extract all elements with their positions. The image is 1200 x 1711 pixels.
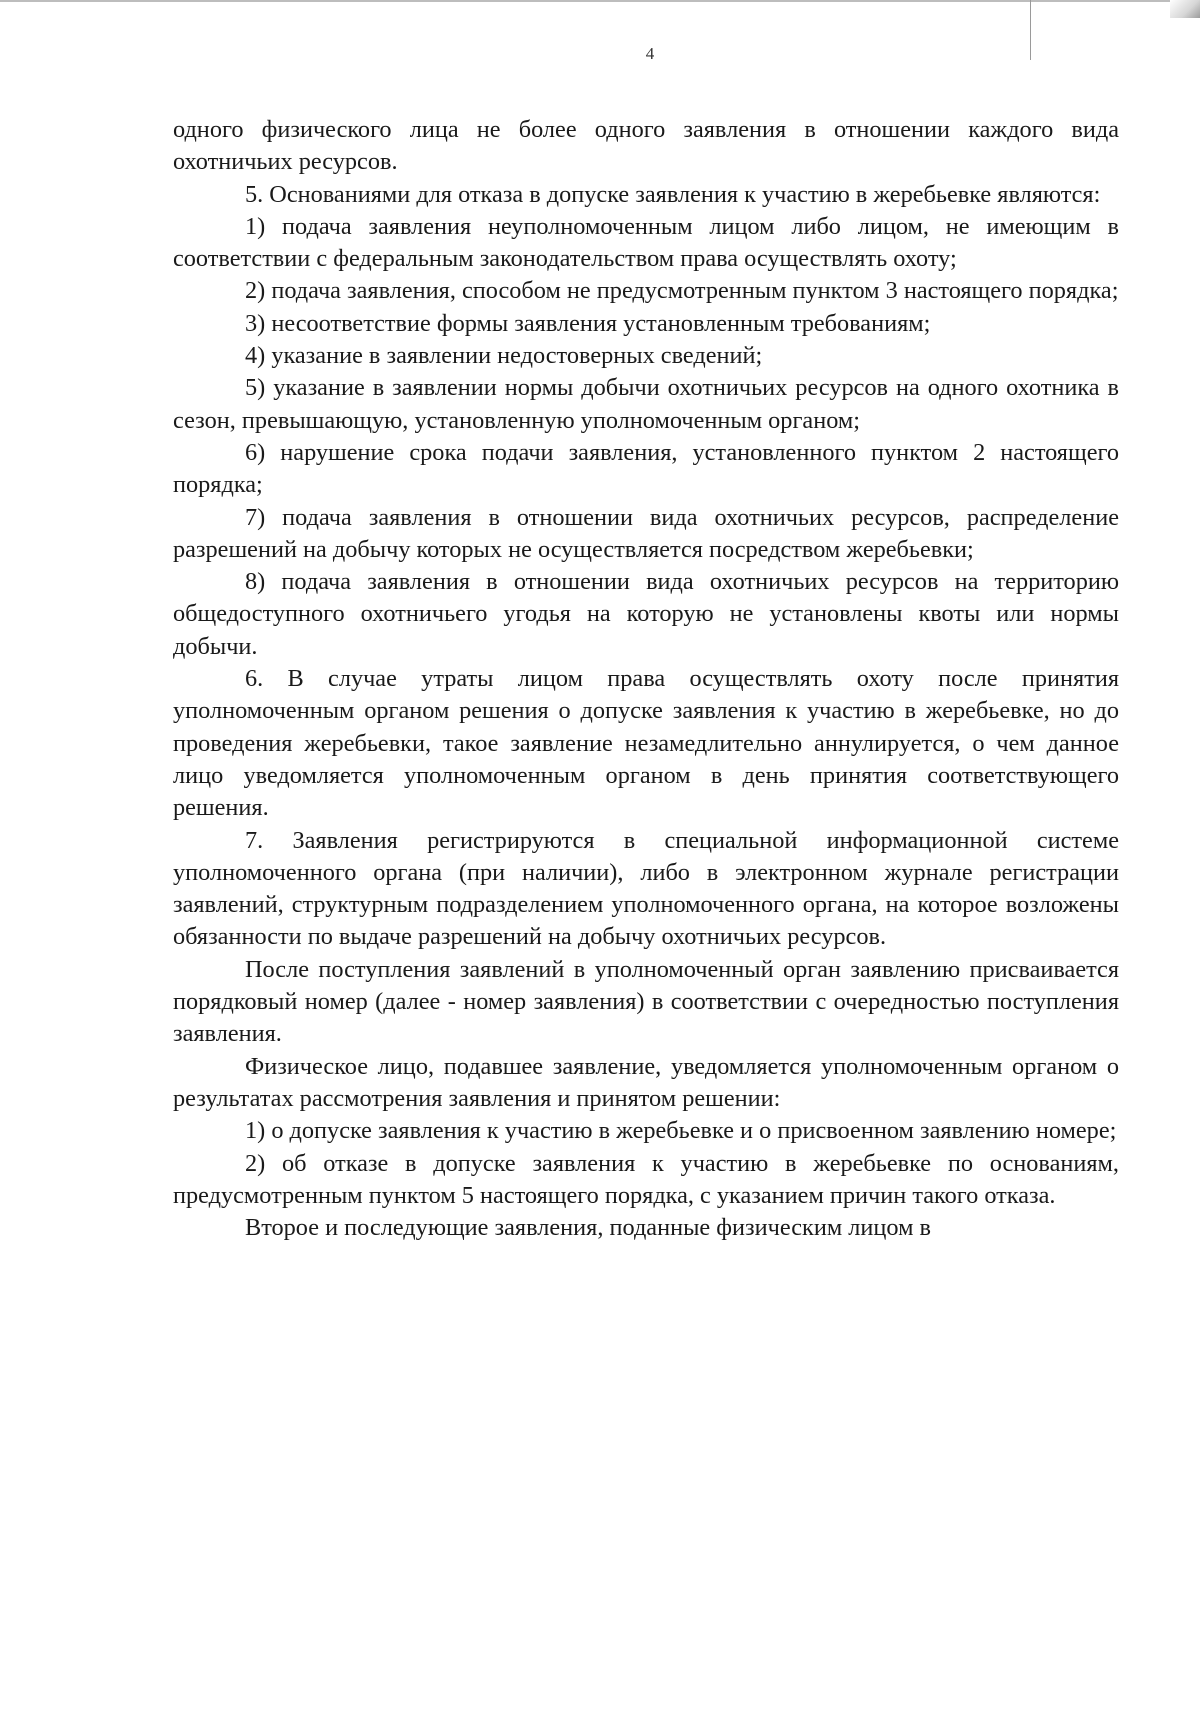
list-item-4: 4) указание в заявлении недостоверных сведений; [245, 342, 763, 370]
document-body [173, 114, 1119, 1244]
page-number: 4 [645, 44, 655, 63]
notification-item-1: 1) о допуске заявления к участию в жеребьевке и о присвоенном заявлению номере; [245, 1117, 1117, 1145]
scan-corner-artifact [1170, 0, 1200, 18]
paragraph-clause-7: 7. Заявления регистрируются в специальной информационной системе уполномоченного органа (при наличии), либо в электронном журнале регистрации заявлений, структурным подразделением уполномоченного органа, на которое возложены обязанности по выдаче разрешений на добычу охотничьих ресурсов. [173, 826, 1119, 951]
list-item-1: 1) подача заявления неуполномоченным лицом либо лицом, не имеющим в соответствии с федеральным законодательством права осуществлять охоту; [173, 212, 1119, 273]
paragraph-clause-5: 5. Основаниями для отказа в допуске заявления к участию в жеребьевке являются: [245, 180, 1101, 208]
paragraph-continuation: одного физического лица не более одного заявления в отношении каждого вида охотничьих ресурсов. [173, 116, 1119, 176]
list-item-2: 2) подача заявления, способом не предусмотренным пунктом 3 настоящего порядка; [245, 277, 1119, 305]
list-item-8: 8) подача заявления в отношении вида охотничьих ресурсов на территорию общедоступного охотничьего угодья на которую не установлены квоты или нормы добычи. [173, 568, 1119, 660]
paragraph-notification: Физическое лицо, подавшее заявление, уведомляется уполномоченным органом о результатах рассмотрения заявления и принятом решении: [173, 1052, 1119, 1112]
list-item-7: 7) подача заявления в отношении вида охотничьих ресурсов, распределение разрешений на добычу которых не осуществляется посредством жеребьевки; [173, 503, 1119, 563]
paragraph-clause-6: 6. В случае утраты лицом права осуществлять охоту после принятия уполномоченным органом решения о допуске заявления к участию в жеребьевке, но до проведения жеребьевки, такое заявление незамедлительно аннулируется, о чем данное лицо уведомляется уполномоченным органом в день принятия соответствующего решения. [173, 665, 1119, 822]
list-item-5: 5) указание в заявлении нормы добычи охотничьих ресурсов на одного охотника в сезон, превышающую, установленную уполномоченным органом; [173, 374, 1119, 434]
scan-edge [0, 0, 1200, 2]
paragraph-subsequent-applications: Второе и последующие заявления, поданные физическим лицом в [245, 1214, 932, 1242]
paragraph-registration-number: После поступления заявлений в уполномоченный орган заявлению присваивается порядковый номер (далее - номер заявления) в соответствии с очередностью поступления заявления. [173, 955, 1119, 1048]
notification-item-2: 2) об отказе в допуске заявления к участию в жеребьевке по основаниям, предусмотренным пунктом 5 настоящего порядка, с указанием причин такого отказа. [173, 1149, 1119, 1209]
list-item-3: 3) несоответствие формы заявления установленным требованиям; [245, 309, 931, 337]
list-item-6: 6) нарушение срока подачи заявления, установленного пунктом 2 настоящего порядка; [173, 438, 1119, 499]
